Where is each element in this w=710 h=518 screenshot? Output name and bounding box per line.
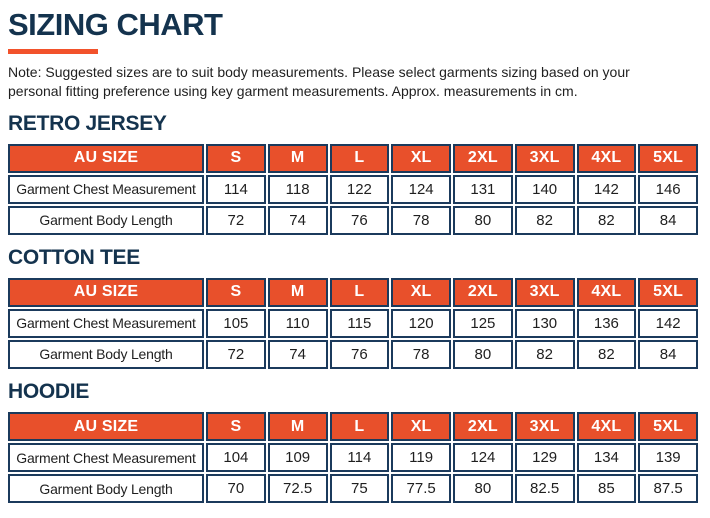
- size-header-cell: 4XL: [577, 278, 637, 307]
- value-cell: 142: [638, 309, 698, 338]
- value-cell: 70: [206, 474, 266, 503]
- value-cell: 114: [206, 175, 266, 204]
- value-cell: 87.5: [638, 474, 698, 503]
- size-header-cell: S: [206, 412, 266, 441]
- row-label-cell: Garment Chest Measurement: [8, 443, 204, 472]
- row-label-cell: Garment Body Length: [8, 474, 204, 503]
- size-section: [8, 112, 702, 237]
- value-cell: 140: [515, 175, 575, 204]
- sizing-table: [6, 410, 700, 505]
- note-text: Note: Suggested sizes are to suit body measurements. Please select garments sizing based on your personal fitting preference using key garment measurements. Approx. measurements in cm.: [8, 64, 630, 100]
- section-title: HOODIE: [8, 379, 90, 403]
- value-cell: 82: [577, 206, 637, 235]
- size-header-cell: S: [206, 278, 266, 307]
- value-cell: 120: [391, 309, 451, 338]
- value-cell: 118: [268, 175, 328, 204]
- au-size-header-cell: AU SIZE: [8, 278, 204, 307]
- value-cell: 114: [330, 443, 390, 472]
- size-section: [8, 246, 702, 371]
- section-title: RETRO JERSEY: [8, 111, 167, 135]
- value-cell: 80: [453, 206, 513, 235]
- value-cell: 72: [206, 206, 266, 235]
- size-section: [8, 380, 702, 505]
- value-cell: 72: [206, 340, 266, 369]
- value-cell: 134: [577, 443, 637, 472]
- size-header-cell: S: [206, 144, 266, 173]
- value-cell: 136: [577, 309, 637, 338]
- value-cell: 84: [638, 340, 698, 369]
- value-cell: 76: [330, 206, 390, 235]
- table-row: [8, 443, 698, 472]
- size-header-cell: 5XL: [638, 278, 698, 307]
- value-cell: 75: [330, 474, 390, 503]
- value-cell: 84: [638, 206, 698, 235]
- value-cell: 74: [268, 340, 328, 369]
- size-header-cell: L: [330, 144, 390, 173]
- value-cell: 142: [577, 175, 637, 204]
- value-cell: 104: [206, 443, 266, 472]
- value-cell: 131: [453, 175, 513, 204]
- au-size-header-cell: AU SIZE: [8, 412, 204, 441]
- size-header-cell: 3XL: [515, 144, 575, 173]
- value-cell: 82: [515, 340, 575, 369]
- size-header-cell: 2XL: [453, 278, 513, 307]
- table-row: [8, 309, 698, 338]
- row-label-cell: Garment Body Length: [8, 206, 204, 235]
- size-header-cell: 3XL: [515, 412, 575, 441]
- size-header-cell: 3XL: [515, 278, 575, 307]
- row-label-cell: Garment Body Length: [8, 340, 204, 369]
- title-underline: [8, 49, 98, 54]
- table-row: [8, 206, 698, 235]
- value-cell: 85: [577, 474, 637, 503]
- table-header-row: [8, 412, 698, 441]
- value-cell: 105: [206, 309, 266, 338]
- sections: [8, 112, 702, 505]
- value-cell: 146: [638, 175, 698, 204]
- size-header-cell: L: [330, 412, 390, 441]
- size-header-cell: M: [268, 144, 328, 173]
- value-cell: 129: [515, 443, 575, 472]
- size-header-cell: 2XL: [453, 412, 513, 441]
- value-cell: 80: [453, 474, 513, 503]
- value-cell: 76: [330, 340, 390, 369]
- size-header-cell: XL: [391, 278, 451, 307]
- value-cell: 124: [391, 175, 451, 204]
- row-label-cell: Garment Chest Measurement: [8, 309, 204, 338]
- sizing-table: [6, 276, 700, 371]
- page-title: SIZING CHART: [8, 7, 223, 42]
- value-cell: 109: [268, 443, 328, 472]
- table-row: [8, 340, 698, 369]
- value-cell: 125: [453, 309, 513, 338]
- size-header-cell: 4XL: [577, 412, 637, 441]
- table-row: [8, 474, 698, 503]
- value-cell: 77.5: [391, 474, 451, 503]
- value-cell: 80: [453, 340, 513, 369]
- value-cell: 78: [391, 340, 451, 369]
- value-cell: 82: [577, 340, 637, 369]
- value-cell: 82.5: [515, 474, 575, 503]
- sizing-table: [6, 142, 700, 237]
- size-header-cell: M: [268, 412, 328, 441]
- value-cell: 78: [391, 206, 451, 235]
- value-cell: 122: [330, 175, 390, 204]
- value-cell: 72.5: [268, 474, 328, 503]
- value-cell: 119: [391, 443, 451, 472]
- value-cell: 139: [638, 443, 698, 472]
- section-title: COTTON TEE: [8, 245, 140, 269]
- size-header-cell: 4XL: [577, 144, 637, 173]
- size-header-cell: XL: [391, 144, 451, 173]
- table-header-row: [8, 278, 698, 307]
- size-header-cell: M: [268, 278, 328, 307]
- value-cell: 74: [268, 206, 328, 235]
- row-label-cell: Garment Chest Measurement: [8, 175, 204, 204]
- value-cell: 82: [515, 206, 575, 235]
- size-header-cell: 5XL: [638, 412, 698, 441]
- value-cell: 110: [268, 309, 328, 338]
- table-row: [8, 175, 698, 204]
- value-cell: 124: [453, 443, 513, 472]
- value-cell: 115: [330, 309, 390, 338]
- size-header-cell: 5XL: [638, 144, 698, 173]
- size-header-cell: XL: [391, 412, 451, 441]
- au-size-header-cell: AU SIZE: [8, 144, 204, 173]
- size-header-cell: 2XL: [453, 144, 513, 173]
- table-header-row: [8, 144, 698, 173]
- value-cell: 130: [515, 309, 575, 338]
- size-header-cell: L: [330, 278, 390, 307]
